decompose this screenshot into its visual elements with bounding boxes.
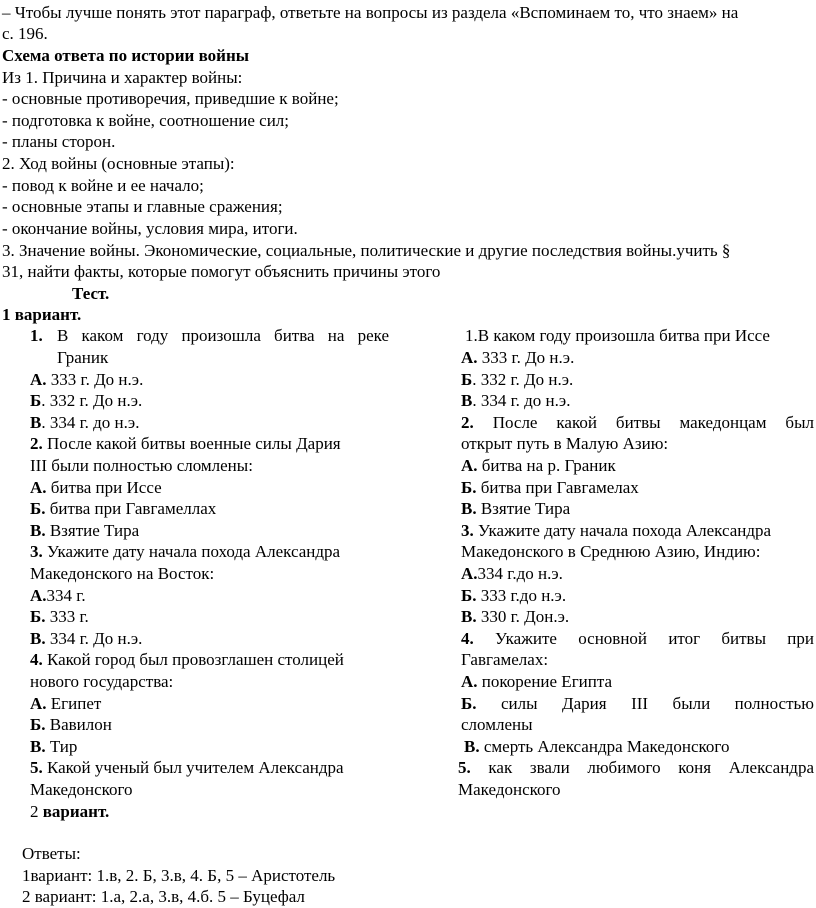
right-q2-option-b: Б. битва при Гавгамелах bbox=[461, 478, 639, 497]
right-q3-line1: 3. Укажите дату начала похода Александра bbox=[461, 521, 772, 540]
left-q3-line2: Македонского на Восток: bbox=[30, 564, 215, 583]
left-q3-option-c: В. 334 г. До н.э. bbox=[30, 629, 143, 648]
answers-variant2: 2 вариант: 1.а, 2.а, 3.в, 4.б. 5 – Буцефал bbox=[22, 887, 305, 906]
left-q1-line1 bbox=[30, 325, 43, 347]
right-q4-option-c: В. смерть Александра Македонского bbox=[464, 737, 730, 756]
scheme-line: 2. Ход войны (основные этапы): bbox=[2, 154, 235, 173]
scheme-line: - подготовка к войне, соотношение сил; bbox=[2, 111, 290, 130]
right-q5-line1: 5. как звали любимого коня Александра bbox=[458, 758, 814, 777]
right-q4-option-b: Б. силы Дария III были полностью bbox=[461, 694, 814, 713]
left-q1-option-c: В. 334 г. до н.э. bbox=[30, 413, 140, 432]
right-q4-option-a: А. покорение Египта bbox=[461, 672, 613, 691]
right-q2-line1: 2. После какой битвы македонцам был bbox=[461, 413, 814, 432]
right-q2-option-c: В. Взятие Тира bbox=[461, 499, 571, 518]
left-q4-option-b: Б. Вавилон bbox=[30, 715, 112, 734]
left-q2-line1: 2. После какой битвы военные силы Дария bbox=[30, 434, 341, 453]
test-title: Тест. bbox=[72, 284, 110, 303]
right-q2-option-a: А. битва на р. Граник bbox=[461, 456, 616, 475]
left-q2-option-b: Б. битва при Гавгамеллах bbox=[30, 499, 217, 518]
right-q3-line2: Македонского в Среднюю Азию, Индию: bbox=[461, 542, 761, 561]
left-q5-line1: 5. Какой ученый был учителем Александра bbox=[30, 758, 344, 777]
left-q1-option-b: Б. 332 г. До н.э. bbox=[30, 391, 143, 410]
left-q1-num: 1. bbox=[30, 326, 43, 345]
right-q1-option-a: А. 333 г. До н.э. bbox=[461, 348, 575, 367]
right-q4-line2: Гавгамелах: bbox=[461, 650, 549, 669]
right-q1-option-c: В. 334 г. до н.э. bbox=[461, 391, 571, 410]
left-q2-option-c: В. Взятие Тира bbox=[30, 521, 140, 540]
scheme-line: - повод к войне и ее начало; bbox=[2, 176, 204, 195]
scheme-line: - основные противоречия, приведшие к войне; bbox=[2, 89, 339, 108]
left-q3-option-b: Б. 333 г. bbox=[30, 607, 89, 626]
intro-line-1: – Чтобы лучше понять этот параграф, ответьте на вопросы из раздела «Вспоминаем то, что знаем» на bbox=[2, 3, 739, 22]
right-q3-option-b: Б. 333 г.до н.э. bbox=[461, 586, 567, 605]
scheme-line: - окончание войны, условия мира, итоги. bbox=[2, 219, 298, 238]
left-q1-option-a: А. 333 г. До н.э. bbox=[30, 370, 144, 389]
right-q5-line2: Македонского bbox=[458, 780, 561, 799]
right-q3-option-a: А.334 г.до н.э. bbox=[461, 564, 563, 583]
variant1-title: 1 вариант. bbox=[2, 305, 82, 324]
left-q2-line2: III были полностью сломлены: bbox=[30, 456, 253, 475]
right-q3-option-c: В. 330 г. Дон.э. bbox=[461, 607, 570, 626]
left-q1-line2: Граник bbox=[57, 348, 109, 367]
variant2-title: 2 вариант. bbox=[30, 802, 110, 821]
right-q1-option-b: Б. 332 г. До н.э. bbox=[461, 370, 574, 389]
left-q4-option-a: А. Египет bbox=[30, 694, 102, 713]
left-q4-line1: 4. Какой город был провозглашен столицей bbox=[30, 650, 344, 669]
right-q4-option-b-cont: сломлены bbox=[461, 715, 533, 734]
left-q2-option-a: А. битва при Иссе bbox=[30, 478, 162, 497]
left-q3-option-a: А.334 г. bbox=[30, 586, 86, 605]
scheme-line-3a: 3. Значение войны. Экономические, социальные, политические и другие последствия войны.учить § bbox=[2, 241, 731, 260]
right-q2-line2: открыт путь в Малую Азию: bbox=[461, 434, 669, 453]
scheme-line: Из 1. Причина и характер войны: bbox=[2, 68, 243, 87]
right-q1-line1: 1.В каком году произошла битва при Иссе bbox=[465, 326, 770, 345]
scheme-line: - основные этапы и главные сражения; bbox=[2, 197, 283, 216]
left-q3-line1: 3. Укажите дату начала похода Александра bbox=[30, 542, 341, 561]
left-q5-line2: Македонского bbox=[30, 780, 133, 799]
scheme-line-3b: 31, найти факты, которые помогут объяснить причины этого bbox=[2, 262, 441, 281]
intro-line-2: с. 196. bbox=[2, 24, 48, 43]
left-q4-line2: нового государства: bbox=[30, 672, 174, 691]
right-q4-line1: 4. Укажите основной итог битвы при bbox=[461, 629, 814, 648]
answers-variant1: 1вариант: 1.в, 2. Б, 3.в, 4. Б, 5 – Аристотель bbox=[22, 866, 336, 885]
scheme-title: Схема ответа по истории войны bbox=[2, 46, 250, 65]
answers-title: Ответы: bbox=[22, 844, 81, 863]
left-q4-option-c: В. Тир bbox=[30, 737, 78, 756]
scheme-line: - планы сторон. bbox=[2, 132, 116, 151]
left-q1-text: В каком году произошла битва на реке bbox=[57, 326, 389, 345]
